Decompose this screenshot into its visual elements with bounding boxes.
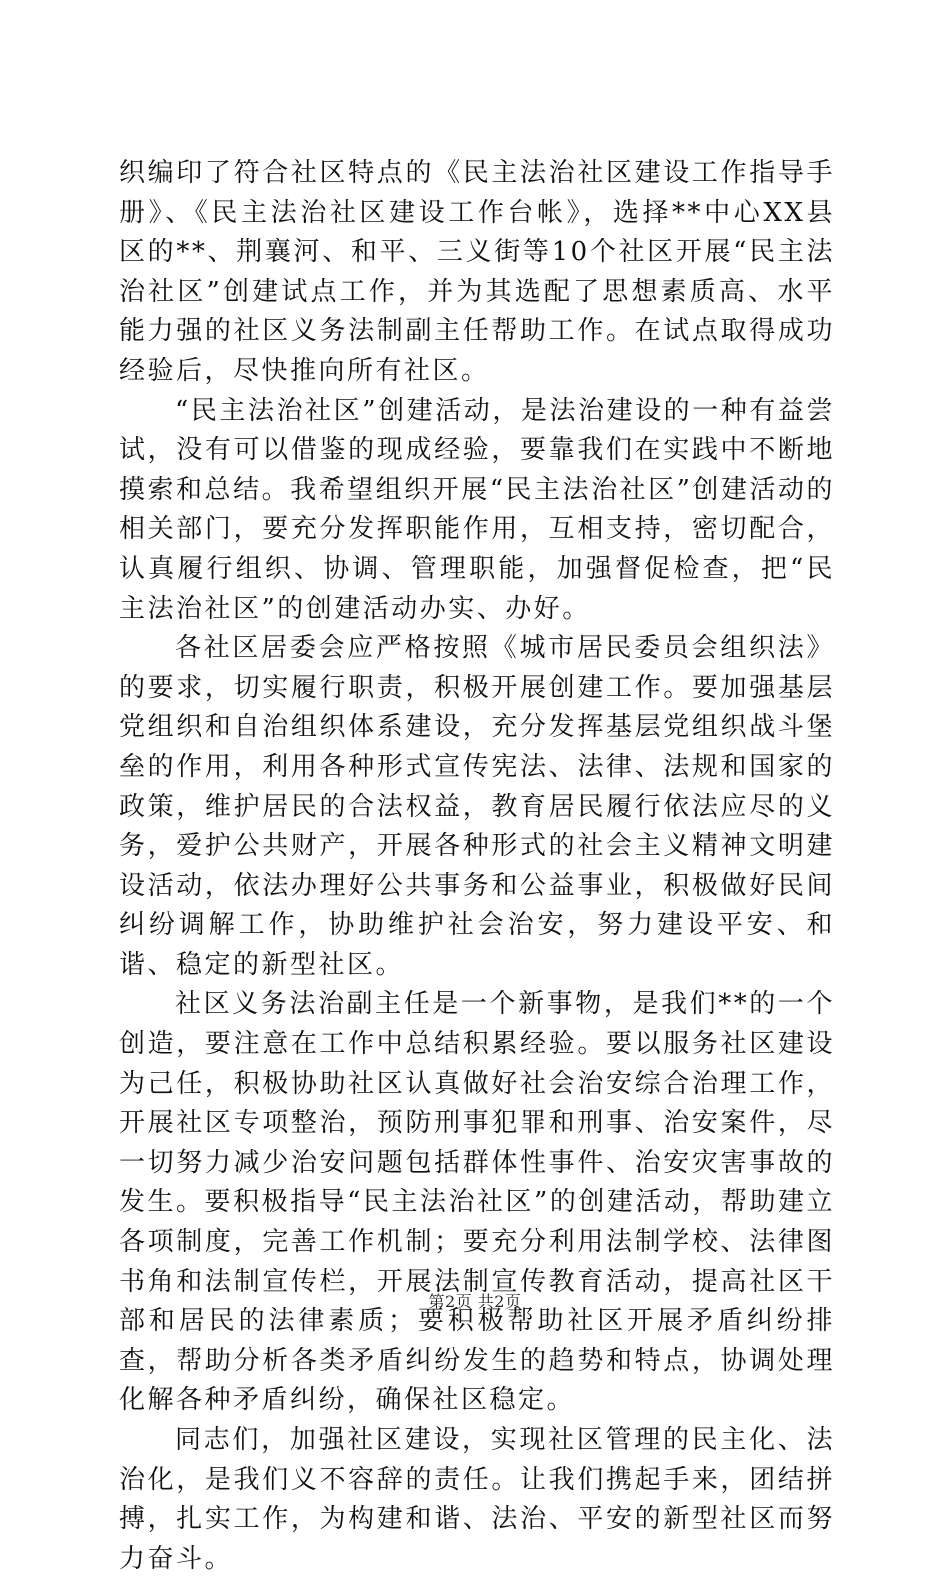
document-body: [119, 154, 835, 1579]
paragraph-2: “民主法治社区”创建活动，是法治建设的一种有益尝试，没有可以借鉴的现成经验，要靠我们在实践中不断地摸索和总结。我希望组织开展“民主法治社区”创建活动的相关部门，要充分发挥职能作用，互相支持，密切配合，认真履行组织、协调、管理职能，加强督促检查，把“民主法治社区”的创建活动办实、办好。: [119, 395, 835, 624]
page-number-footer: 第2页 共2页: [428, 1292, 522, 1311]
paragraph-4: 社区义务法治副主任是一个新事物，是我们**的一个创造，要注意在工作中总结积累经验。要以服务社区建设为己任，积极协助社区认真做好社会治安综合治理工作，开展社区专项整治，预防刑事犯罪和刑事、治安案件，尽一切努力减少治安问题包括群体性事件、治安灾害事故的发生。要积极指导“民主法治社区”的创建活动，帮助建立各项制度，完善工作机制；要充分利用法制学校、法律图书角和法制宣传栏，开展法制宣传教育活动，提高社区干部和居民的法律素质；要积极帮助社区开展矛盾纠纷排查，帮助分析各类矛盾纠纷发生的趋势和特点，协调处理化解各种矛盾纠纷，确保社区稳定。: [119, 989, 835, 1416]
paragraph-3: 各社区居委会应严格按照《城市居民委员会组织法》的要求，切实履行职责，积极开展创建工作。要加强基层党组织和自治组织体系建设，充分发挥基层党组织战斗堡垒的作用，利用各种形式宣传宪法、法律、法规和国家的政策，维护居民的合法权益，教育居民履行依法应尽的义务，爱护公共财产，开展各种形式的社会主义精神文明建设活动，依法办理好公共事务和公益事业，积极做好民间纠纷调解工作，协助维护社会治安，努力建设平安、和谐、稳定的新型社区。: [119, 633, 835, 980]
paragraph-1: 织编印了符合社区特点的《民主法治社区建设工作指导手册》、《民主法治社区建设工作台帐》，选择**中心XX县区的**、荆襄河、和平、三义街等10个社区开展“民主法治社区”创建试点工作，并为其选配了思想素质高、水平能力强的社区义务法制副主任帮助工作。在试点取得成功经验后，尽快推向所有社区。: [119, 158, 835, 386]
paragraph-5: 同志们，加强社区建设，实现社区管理的民主化、法治化，是我们义不容辞的责任。让我们携起手来，团结拼搏，扎实工作，为构建和谐、法治、平安的新型社区而努力奋斗。: [119, 1425, 835, 1574]
